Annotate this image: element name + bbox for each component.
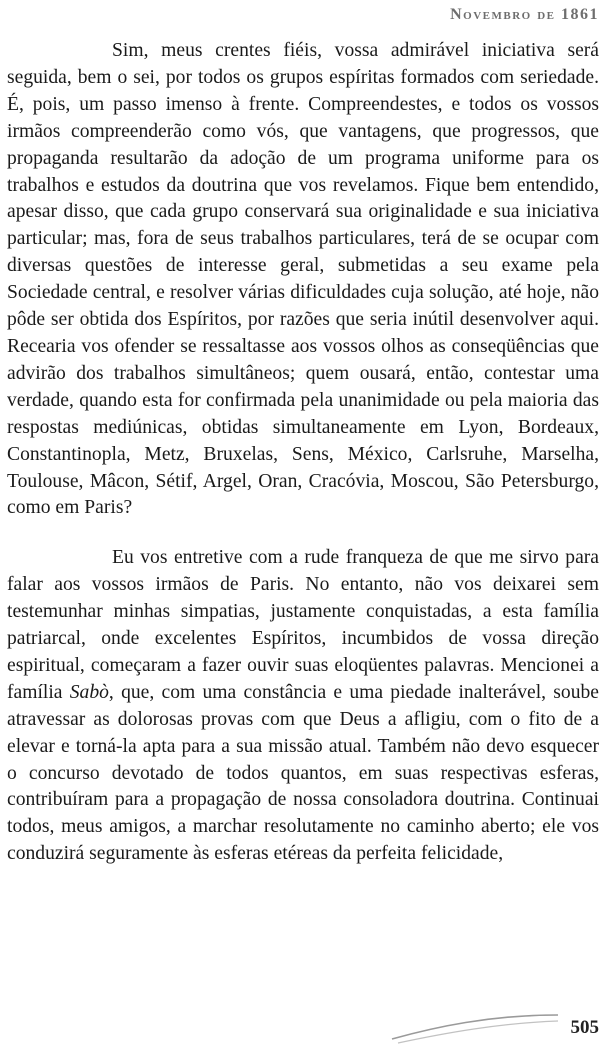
page-number: 505 xyxy=(570,1017,599,1038)
paragraph-2-text-start: Eu vos entretive com a rude franqueza de que me sirvo para falar aos vossos irmãos de Paris. No entanto, não vos deixarei sem testemunhar minhas simpatias, justamente conquistadas, a esta família patriarcal, onde excelentes Espíritos, incumbidos de vossa direção espiritual, começaram a fazer ouvir suas eloqüentes palavras. Mencionei a família xyxy=(7,547,599,703)
family-name-emphasis: Sabò xyxy=(69,681,109,703)
paragraph-1-text: Sim, meus crentes fiéis, vossa admirável iniciativa será seguida, bem o sei, por todos os grupos espíritas formados com seriedade. É, pois, um passo imenso à frente. Compreendestes, e todos os vossos irmãos compreenderão como vós, que vantagens, que progressos, que propaganda resultarão da adoção de um programa uniforme para os trabalhos e estudos da doutrina que vos revelamos. Fique bem entendido, apesar disso, que cada grupo conservará sua originalidade e sua iniciativa particular; mas, fora de seus trabalhos particulares, terá de se ocupar com diversas questões de interesse geral, submetidas a seu exame pela Sociedade central, e resolver várias dificuldades cuja solução, até hoje, não pôde ser obtida dos Espíritos, por razões que seria inútil desenvolver aqui. Recearia vos ofender se ressaltasse aos vossos olhos as conseqüências que advirão dos trabalhos simultâneos; quem ousará, então, contestar uma verdade, quando esta for confirmada pela unanimidade ou pela maioria das respostas mediúnicas, obtidas simultaneamente em Lyon, Bordeaux, Constantinopla, Metz, Bruxelas, Sens, México, Carlsruhe, Marselha, Toulouse, Mâcon, Sétif, Argel, Oran, Cracóvia, Moscou, São Petersburgo, como em Paris? xyxy=(7,40,599,519)
paragraph-1 xyxy=(7,38,599,522)
paragraph-2-text-end: , que, com uma constância e uma piedade inalterável, soube atravessar as dolorosas provas com que Deus a afligiu, com o fito de a elevar e torná-la apta para a sua missão atual. Também não devo esquecer o concurso devotado de todos quantos, em suas respectivas esferas, contribuíram para a propagação de nossa consoladora doutrina. Continuai todos, meus amigos, a marchar resolutamente no caminho aberto; ele vos conduzirá seguramente às esferas etéreas da perfeita felicidade, xyxy=(7,681,599,865)
running-header: Novembro de 1861 xyxy=(450,6,599,23)
footer-swoosh-ornament xyxy=(390,1005,560,1045)
paragraph-2 xyxy=(7,545,599,868)
body-text xyxy=(7,38,599,868)
